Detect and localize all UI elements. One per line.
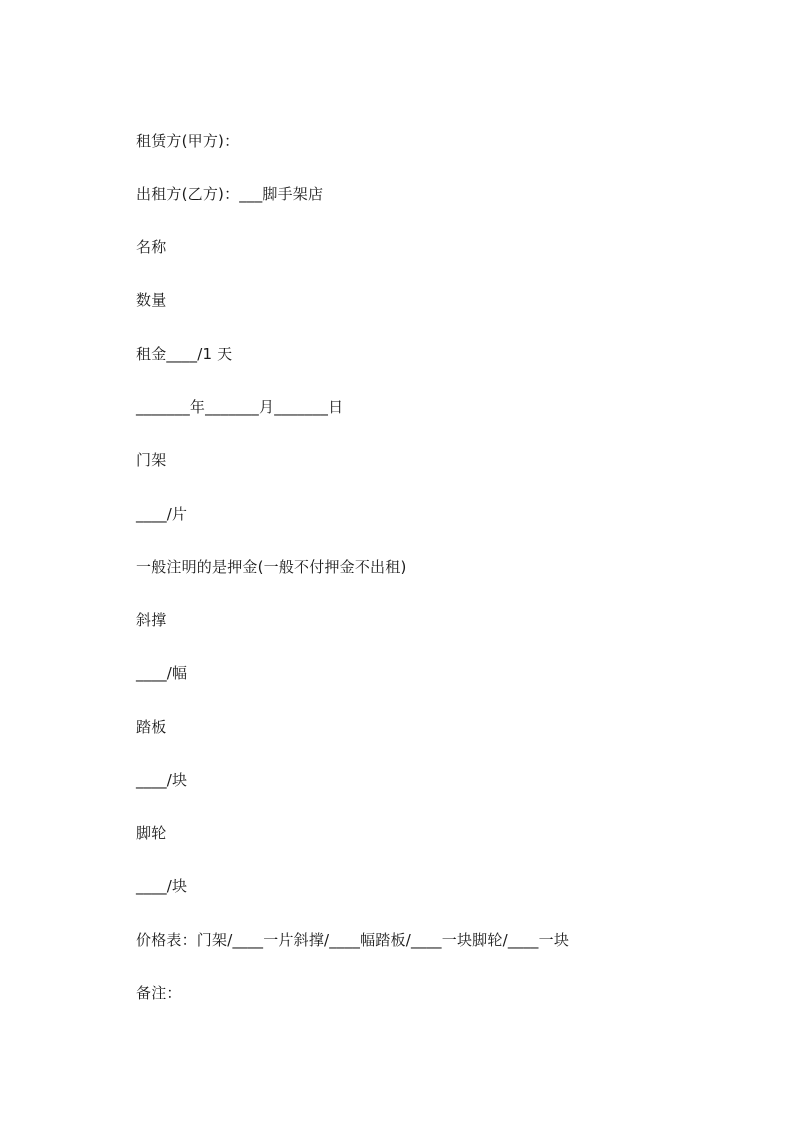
date-line: _______年_______月_______日 bbox=[136, 398, 344, 416]
diagonal-brace-label: 斜撑 bbox=[136, 611, 167, 629]
lessee-party-label: 租赁方(甲方)： bbox=[136, 132, 240, 150]
walk-board-price-line: ____/块 bbox=[136, 771, 188, 789]
walk-board-label: 踏板 bbox=[136, 718, 167, 736]
quantity-label: 数量 bbox=[136, 291, 167, 309]
lessor-party-label: 出租方(乙方)：___脚手架店 bbox=[136, 185, 324, 203]
price-table-line: 价格表：门架/____一片斜撑/____幅踏板/____一块脚轮/____一块 bbox=[136, 931, 570, 949]
door-frame-label: 门架 bbox=[136, 451, 167, 469]
rent-per-day-line: 租金____/1 天 bbox=[136, 345, 233, 363]
caster-wheel-price-line: ____/块 bbox=[136, 877, 188, 895]
deposit-note: 一般注明的是押金(一般不付押金不出租) bbox=[136, 558, 407, 576]
remarks-label: 备注： bbox=[136, 984, 182, 1002]
caster-wheel-label: 脚轮 bbox=[136, 824, 167, 842]
name-label: 名称 bbox=[136, 238, 167, 256]
diagonal-brace-price-line: ____/幅 bbox=[136, 664, 188, 682]
door-frame-price-line: ____/片 bbox=[136, 505, 188, 523]
